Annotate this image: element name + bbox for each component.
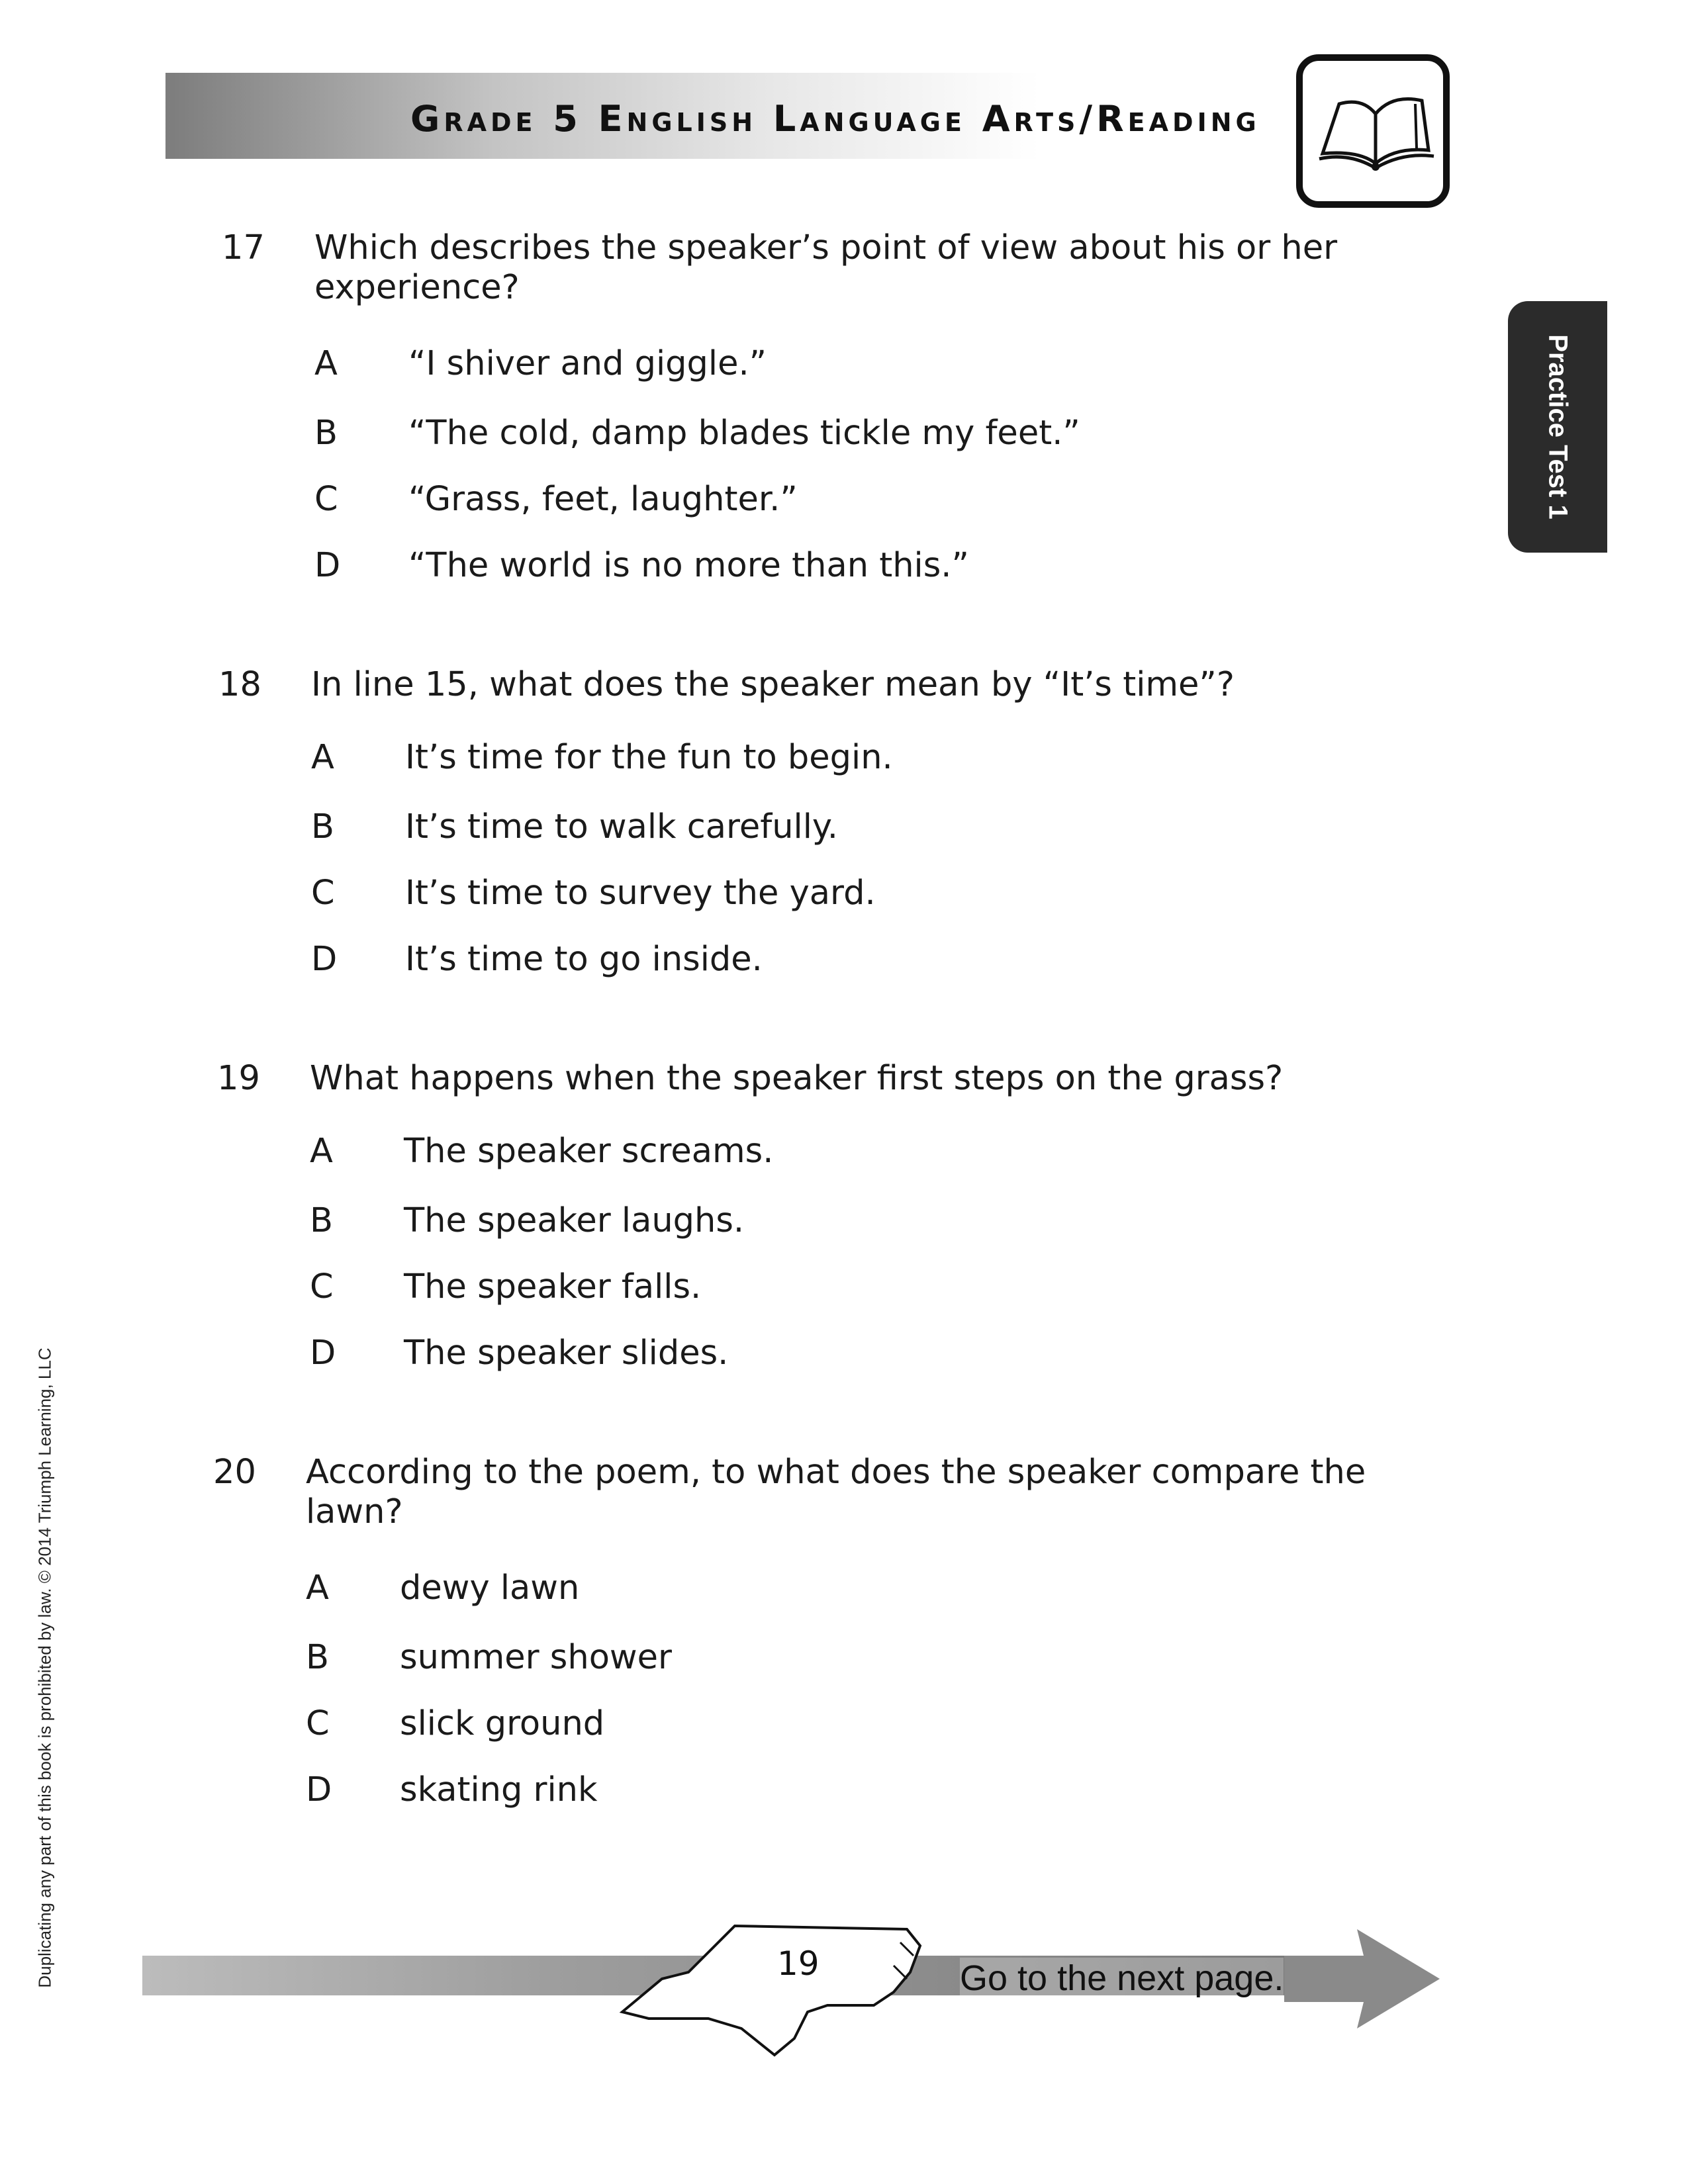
choice-letter: D xyxy=(310,1334,336,1373)
choice-text: The speaker slides. xyxy=(404,1334,729,1373)
answer-choice-c[interactable] xyxy=(310,1267,1369,1307)
choice-text: “I shiver and giggle.” xyxy=(408,344,767,383)
choice-text: summer shower xyxy=(400,1638,672,1677)
choice-letter: D xyxy=(306,1770,332,1809)
answer-choice-b[interactable] xyxy=(306,1638,1365,1678)
choice-letter: B xyxy=(314,414,338,453)
question-stem: Which describes the speaker’s point of view about his or her experience? xyxy=(314,228,1338,307)
choice-text: It’s time for the fun to begin. xyxy=(405,738,893,777)
choice-text: “The world is no more than this.” xyxy=(408,546,969,585)
next-page-label[interactable]: Go to the next page. xyxy=(960,1958,1284,1998)
answer-choice-d[interactable] xyxy=(310,1334,1369,1373)
page-title: Grade 5 English Language Arts/Reading xyxy=(410,98,1260,140)
choice-letter: C xyxy=(310,1267,334,1306)
choice-letter: D xyxy=(314,546,341,585)
choice-text: “The cold, damp blades tickle my feet.” xyxy=(408,414,1080,453)
choice-letter: A xyxy=(311,738,334,777)
answer-choice-a[interactable] xyxy=(311,738,1370,778)
choice-letter: B xyxy=(310,1201,333,1240)
answer-choice-d[interactable] xyxy=(314,546,1374,586)
open-book-icon xyxy=(1309,74,1442,187)
answer-choice-c[interactable] xyxy=(311,874,1370,913)
copyright-notice: Duplicating any part of this book is prohibited by law. © 2014 Triumph Learning, LLC xyxy=(34,1347,55,1988)
answer-choice-b[interactable] xyxy=(314,414,1374,453)
choice-letter: A xyxy=(306,1569,329,1608)
choice-text: It’s time to go inside. xyxy=(405,940,763,979)
choice-letter: C xyxy=(306,1704,330,1743)
question-number: 19 xyxy=(217,1059,260,1098)
choice-text: The speaker screams. xyxy=(404,1132,774,1171)
question-stem: According to the poem, to what does the speaker compare the lawn? xyxy=(306,1453,1366,1531)
question-stem: In line 15, what does the speaker mean by “It’s time”? xyxy=(311,665,1235,704)
answer-choice-b[interactable] xyxy=(311,807,1370,847)
question-number: 17 xyxy=(222,228,265,267)
choice-letter: D xyxy=(311,940,338,979)
page-number: 19 xyxy=(773,1944,823,1983)
answer-choice-d[interactable] xyxy=(311,940,1370,979)
question-number: 20 xyxy=(213,1453,256,1492)
choice-text: The speaker laughs. xyxy=(404,1201,745,1240)
choice-letter: C xyxy=(314,480,338,519)
choice-letter: B xyxy=(306,1638,329,1677)
answer-choice-b[interactable] xyxy=(310,1201,1369,1241)
choice-letter: B xyxy=(311,807,334,846)
choice-letter: C xyxy=(311,874,335,913)
answer-choice-c[interactable] xyxy=(306,1704,1365,1744)
practice-test-tab-label: Practice Test 1 xyxy=(1543,334,1573,520)
answer-choice-a[interactable] xyxy=(306,1569,1365,1608)
answer-choice-a[interactable] xyxy=(314,344,1374,384)
answer-choice-c[interactable] xyxy=(314,480,1374,520)
choice-letter: A xyxy=(310,1132,333,1171)
answer-choice-d[interactable] xyxy=(306,1770,1365,1810)
choice-text: skating rink xyxy=(400,1770,598,1809)
question-stem: What happens when the speaker first steps on the grass? xyxy=(310,1059,1284,1098)
choice-text: It’s time to walk carefully. xyxy=(405,807,839,846)
choice-text: “Grass, feet, laughter.” xyxy=(408,480,798,519)
choice-letter: A xyxy=(314,344,338,383)
choice-text: slick ground xyxy=(400,1704,605,1743)
choice-text: It’s time to survey the yard. xyxy=(405,874,876,913)
book-icon-box xyxy=(1296,54,1450,208)
choice-text: dewy lawn xyxy=(400,1569,580,1608)
choice-text: The speaker falls. xyxy=(404,1267,702,1306)
practice-test-tab xyxy=(1508,301,1607,553)
question-number: 18 xyxy=(218,665,261,704)
right-arrow-icon[interactable] xyxy=(1284,1929,1443,2028)
answer-choice-a[interactable] xyxy=(310,1132,1369,1171)
